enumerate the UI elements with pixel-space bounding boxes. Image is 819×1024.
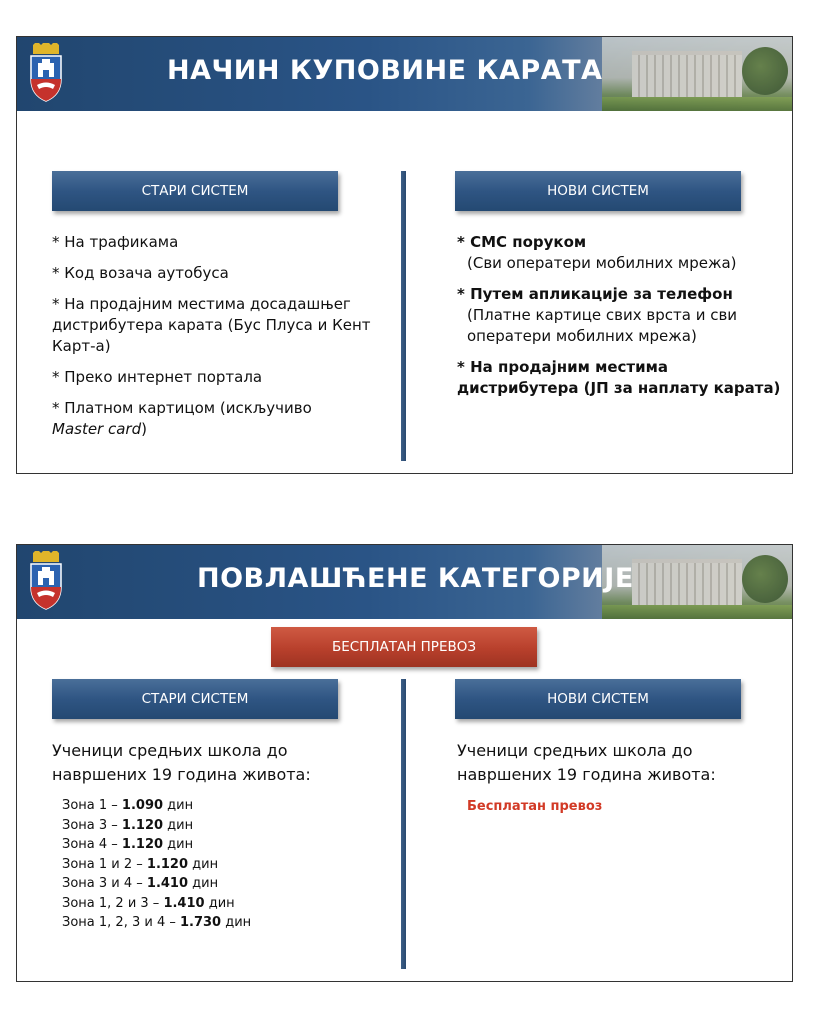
slide-title: НАЧИН КУПОВИНЕ КАРАТА [167, 55, 603, 86]
list-item: Зона 3 – 1.120 дин [62, 817, 194, 833]
column-divider [401, 679, 406, 969]
list-item: * Код возача аутобуса [52, 264, 229, 282]
banner-photo [602, 37, 792, 111]
slide-title: ПОВЛАШЋЕНЕ КАТЕГОРИЈЕ [197, 563, 634, 594]
new-system-list [457, 232, 787, 409]
list-item: * На продајним местима досадашњег дистрибутера карата (Бус Плуса и Кент Карт-а) [52, 295, 371, 355]
belgrade-crest-icon [27, 551, 65, 611]
list-item: Зона 4 – 1.120 дин [62, 837, 194, 852]
list-item: * На продајним местима дистрибутера (ЈП за наплату карата) [457, 358, 781, 397]
new-system-intro: Ученици средњих школа до навршених 19 година живота: [457, 741, 716, 784]
list-item: Зона 1, 2 и 3 – 1.410 дин [62, 895, 235, 911]
free-transport-tab: БЕСПЛАТАН ПРЕВОЗ [271, 627, 537, 667]
list-item: * Платном картицом (искључиво Master card) [52, 399, 312, 438]
old-system-list [52, 232, 372, 450]
slide-banner [17, 37, 792, 111]
slide-banner [17, 545, 792, 619]
list-item: * На трафикама [52, 233, 179, 251]
list-item: Зона 1, 2, 3 и 4 – 1.730 дин [62, 915, 252, 930]
list-item: Зона 1 – 1.090 дин [62, 798, 194, 813]
list-item: * Путем апликације за телефон (Платне картице свих врста и сви оператери мобилних мрежа) [457, 285, 738, 345]
list-item: Зона 3 и 4 – 1.410 дин [62, 876, 219, 891]
new-system-tab: НОВИ СИСТЕМ [455, 679, 741, 719]
list-item: * Преко интернет портала [52, 368, 263, 386]
slide-privileged-categories [16, 544, 793, 982]
old-system-intro: Ученици средњих школа до навршених 19 година живота: [52, 741, 311, 784]
belgrade-crest-icon [27, 43, 65, 103]
old-system-tab: СТАРИ СИСТЕМ [52, 679, 338, 719]
free-transport-label: Бесплатан превоз [467, 799, 603, 814]
list-item: Зона 1 и 2 – 1.120 дин [62, 856, 219, 872]
new-system-tab: НОВИ СИСТЕМ [455, 171, 741, 211]
column-divider [401, 171, 406, 461]
list-item: * СМС поруком (Сви оператери мобилних мрежа) [457, 233, 737, 272]
zone-price-list [62, 796, 362, 933]
slide-ticket-purchase [16, 36, 793, 474]
old-system-tab: СТАРИ СИСТЕМ [52, 171, 338, 211]
